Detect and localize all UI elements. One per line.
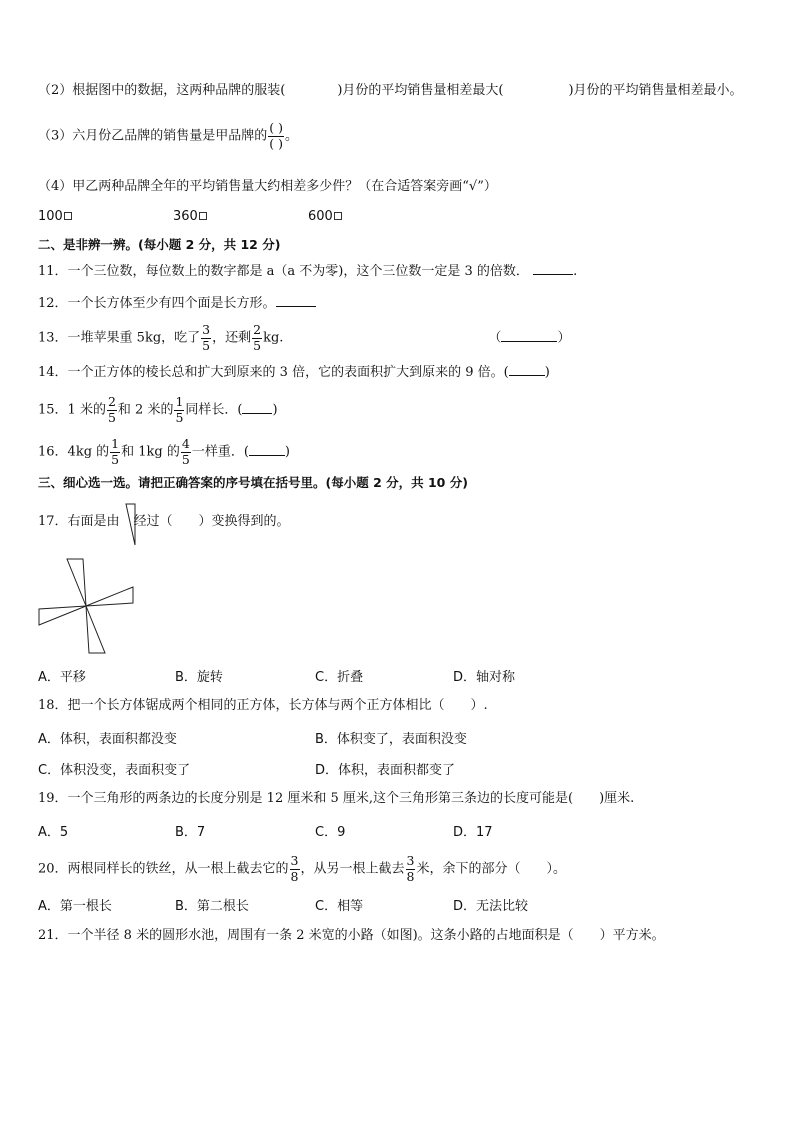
q15-fraction-1: $\frac{2}{5}$ bbox=[107, 394, 116, 425]
fraction-numerator: ( ) bbox=[269, 120, 284, 135]
q20-option-d[interactable]: D．无法比较 bbox=[453, 899, 529, 914]
q10-choice-2[interactable]: 360 bbox=[173, 209, 207, 224]
q16-fraction-1: $\frac{1}{5}$ bbox=[111, 436, 120, 467]
q13: 13．一堆苹果重 5kg，吃了 $\frac{3}{5}$ ，还剩 $\frac{2}{5}$ kg. （ ） bbox=[38, 322, 571, 353]
checkbox-icon[interactable] bbox=[334, 212, 342, 220]
q15-answer-blank[interactable] bbox=[242, 401, 272, 414]
q16: 16．4kg 的 $\frac{1}{5}$ 和 1kg 的 $\frac{4}{5}$ 一样重．( ) bbox=[38, 436, 290, 467]
q17-option-b[interactable]: B．旋转 bbox=[175, 670, 223, 685]
q18: 18．把一个长方体锯成两个相同的正方体，长方体与两个正方体相比（ ）. bbox=[38, 698, 488, 713]
q16-answer-blank[interactable] bbox=[249, 443, 285, 456]
q19-option-d[interactable]: D．17 bbox=[453, 825, 493, 840]
checkbox-icon[interactable] bbox=[199, 212, 207, 220]
q14: 14．一个正方体的棱长总和扩大到原来的 3 倍，它的表面积扩大到原来的 9 倍。( ) bbox=[38, 365, 550, 380]
q10-part3-post: 。 bbox=[285, 128, 299, 144]
q18-option-b[interactable]: B．体积变了，表面积没变 bbox=[315, 732, 467, 747]
q19-option-c[interactable]: C．9 bbox=[315, 825, 346, 840]
q19-option-b[interactable]: B．7 bbox=[175, 825, 206, 840]
q11: 11．一个三位数，每位数上的数字都是 a（a 不为零)，这个三位数一定是 3 的倍数． . bbox=[38, 264, 578, 279]
q17: 17．右面是由 经过（ ）变换得到的。 bbox=[38, 514, 290, 529]
q17-option-a[interactable]: A．平移 bbox=[38, 670, 86, 685]
q14-answer-blank[interactable] bbox=[509, 363, 545, 376]
q10-part4: （4）甲乙两种品牌全年的平均销售量大约相差多少件？（在合适答案旁画“√”） bbox=[38, 179, 497, 194]
q19: 19．一个三角形的两条边的长度分别是 12 厘米和 5 厘米,这个三角形第三条边的长度可能是( )厘米. bbox=[38, 791, 635, 806]
q12: 12．一个长方体至少有四个面是长方形。 bbox=[38, 294, 316, 313]
q10-choice-3[interactable]: 600 bbox=[308, 209, 342, 224]
q21: 21．一个半径 8 米的圆形水池，周围有一条 2 米宽的小路（如图)。这条小路的占地面积是（ ）平方米。 bbox=[38, 928, 665, 943]
q17-pinwheel-figure bbox=[36, 556, 136, 656]
q20: 20．两根同样长的铁丝，从一根上截去它的 $\frac{3}{8}$ ，从另一根上截去 $\frac{3}{8}$ 米，余下的部分（ ）。 bbox=[38, 853, 566, 884]
q17-option-c[interactable]: C．折叠 bbox=[315, 670, 364, 685]
q10-choice-1[interactable]: 100 bbox=[38, 209, 72, 224]
q20-fraction-2: $\frac{3}{8}$ bbox=[406, 853, 415, 884]
q17-triangle-shape bbox=[124, 503, 140, 547]
q18-option-c[interactable]: C．体积没变，表面积变了 bbox=[38, 763, 191, 778]
q10-part3 bbox=[38, 122, 298, 150]
section2-title: 二、是非辨一辨。(每小题 2 分，共 12 分) bbox=[38, 237, 281, 252]
fraction-denominator: ( ) bbox=[269, 135, 284, 151]
q15-fraction-2: $\frac{1}{5}$ bbox=[175, 394, 184, 425]
q16-fraction-2: $\frac{4}{5}$ bbox=[181, 436, 190, 467]
q20-option-b[interactable]: B．第二根长 bbox=[175, 899, 249, 914]
q12-answer-blank[interactable] bbox=[276, 294, 316, 307]
q11-answer-blank[interactable] bbox=[533, 262, 573, 275]
q20-fraction-1: $\frac{3}{8}$ bbox=[290, 853, 299, 884]
q13-fraction-left: $\frac{2}{5}$ bbox=[253, 322, 262, 353]
q20-option-c[interactable]: C．相等 bbox=[315, 899, 364, 914]
q20-option-a[interactable]: A．第一根长 bbox=[38, 899, 112, 914]
checkbox-icon[interactable] bbox=[64, 212, 72, 220]
q18-option-d[interactable]: D．体积，表面积都变了 bbox=[315, 763, 456, 778]
q10-part3-fraction bbox=[268, 122, 284, 150]
q13-answer-blank[interactable] bbox=[501, 329, 557, 342]
q10-part3-pre: （3）六月份乙品牌的销售量是甲品牌的 bbox=[38, 128, 268, 144]
q17-option-d[interactable]: D．轴对称 bbox=[453, 670, 516, 685]
q19-option-a[interactable]: A．5 bbox=[38, 825, 69, 840]
q10-part2: （2）根据图中的数据，这两种品牌的服装( )月份的平均销售量相差最大( )月份的平均销售量相差最小。 bbox=[38, 83, 743, 98]
section3-title: 三、细心选一选。请把正确答案的序号填在括号里。(每小题 2 分，共 10 分) bbox=[38, 475, 468, 490]
q18-option-a[interactable]: A．体积，表面积都没变 bbox=[38, 732, 177, 747]
q13-fraction-eaten: $\frac{3}{5}$ bbox=[202, 322, 211, 353]
q15: 15．1 米的 $\frac{2}{5}$ 和 2 米的 $\frac{1}{5}$ 同样长．( ) bbox=[38, 394, 278, 425]
